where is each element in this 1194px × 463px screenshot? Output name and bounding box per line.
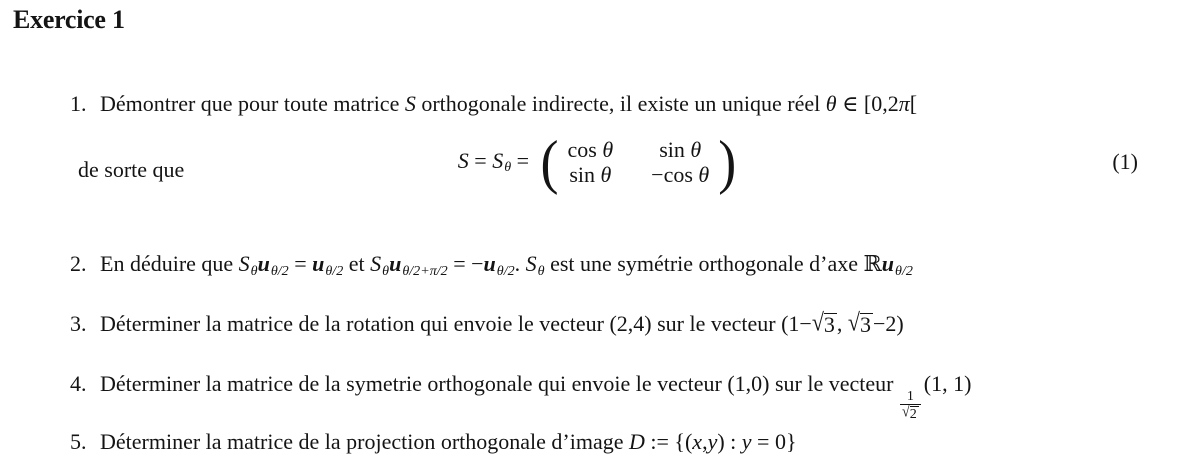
text-run: S: [238, 251, 250, 276]
text-run: = −: [447, 251, 484, 276]
text-run: de sorte que: [78, 157, 185, 182]
text-run: θ/2+π/2: [402, 262, 448, 279]
text-run: θ: [602, 137, 614, 162]
left-paren-delimiter: (: [540, 128, 559, 196]
text-run: y: [707, 429, 718, 454]
equation-math: [457, 128, 737, 196]
equation-number: (1): [1112, 149, 1138, 174]
matrix-cell-r2c1: [569, 162, 611, 187]
text-run: Déterminer la matrice de la projection orthogonale d’image: [100, 429, 629, 454]
text-run: sur le vecteur: [769, 371, 899, 396]
text-run: ∈ [0,2: [836, 91, 899, 116]
text-run: x: [692, 429, 703, 454]
text-run: π: [898, 91, 910, 116]
text-run: θ/2: [496, 262, 515, 279]
square-root: √ 3: [847, 308, 871, 337]
text-run: (1−: [781, 311, 812, 336]
text-run: θ: [504, 159, 512, 176]
display-equation: [0, 128, 1194, 196]
matrix-2x2: [568, 137, 710, 187]
text-run: ) :: [717, 429, 742, 454]
text-run: S: [492, 147, 504, 173]
right-paren-delimiter: ): [718, 128, 737, 196]
text-run: θ: [600, 162, 612, 187]
text-run: orthogonale indirecte, il existe un unique réel: [415, 91, 826, 116]
text-run: y: [741, 429, 752, 454]
text-run: θ: [250, 262, 258, 279]
text-run: Déterminer la matrice de la rotation qui envoie le vecteur: [100, 311, 610, 336]
item-2-number: 2.: [70, 251, 87, 276]
square-root: √ 3: [811, 308, 835, 337]
text-run: u: [389, 251, 402, 276]
text-run: S: [404, 91, 416, 116]
text-run: Démontrer que pour toute matrice: [100, 91, 405, 116]
text-run: cos: [567, 137, 603, 162]
text-run: = 0}: [751, 429, 797, 454]
text-run: ,: [702, 429, 708, 454]
text-run: (1, 1): [923, 371, 972, 396]
text-run: u: [483, 251, 496, 276]
text-run: (2,4): [609, 311, 652, 336]
exercise-heading: Exercice 1: [13, 5, 125, 34]
text-run: 1: [906, 387, 914, 404]
item-5-number: 5.: [70, 429, 87, 454]
item-5-text: [100, 429, 797, 454]
item-3-text: [100, 308, 904, 337]
matrix-cell-r1c2: [659, 137, 701, 162]
matrix-cell-r2c2: [651, 162, 709, 187]
text-run: u: [312, 251, 325, 276]
matrix-cell-r1c1: [568, 137, 614, 162]
text-run: θ: [690, 137, 702, 162]
text-run: ℝ: [863, 251, 882, 276]
text-run: S: [525, 251, 537, 276]
text-run: =: [468, 147, 493, 173]
text-run: est une symétrie orthogonale d’axe: [544, 251, 864, 276]
text-run: θ: [537, 262, 545, 279]
text-run: := {(: [644, 429, 693, 454]
text-run: sin: [659, 137, 691, 162]
item-4-number: 4.: [70, 371, 87, 396]
item-1-text-line-1: [100, 91, 917, 116]
text-run: et: [343, 251, 371, 276]
text-run: [: [909, 91, 918, 116]
text-run: θ/2: [325, 262, 344, 279]
text-run: θ/2: [895, 262, 913, 279]
list-item-5: [48, 392, 1188, 463]
text-run: .: [514, 251, 526, 276]
text-run: u: [881, 251, 895, 276]
text-run: =: [288, 251, 313, 276]
text-run: S: [457, 147, 469, 173]
text-run: θ: [382, 262, 390, 279]
text-run: En déduire que: [100, 251, 239, 276]
text-run: θ: [825, 91, 837, 116]
text-run: Déterminer la matrice de la symetrie orthogonale qui envoie le vecteur: [100, 371, 728, 396]
text-run: (1,0): [727, 371, 770, 396]
text-run: D: [629, 429, 645, 454]
text-run: =: [511, 147, 535, 173]
text-run: sin: [569, 162, 601, 187]
item-1-number: 1.: [70, 91, 87, 116]
item-2-text: [100, 251, 913, 279]
text-run: u: [257, 251, 270, 276]
text-run: −cos: [651, 162, 699, 187]
text-run: θ: [698, 162, 710, 187]
square-root: √ 2: [902, 402, 917, 422]
text-run: ,: [836, 311, 848, 336]
item-3-number: 3.: [70, 311, 87, 336]
text-run: S: [370, 251, 382, 276]
text-run: −2): [872, 311, 904, 336]
equation-lhs: [458, 148, 535, 177]
text-run: sur le vecteur: [651, 311, 782, 336]
text-run: θ/2: [270, 262, 289, 279]
